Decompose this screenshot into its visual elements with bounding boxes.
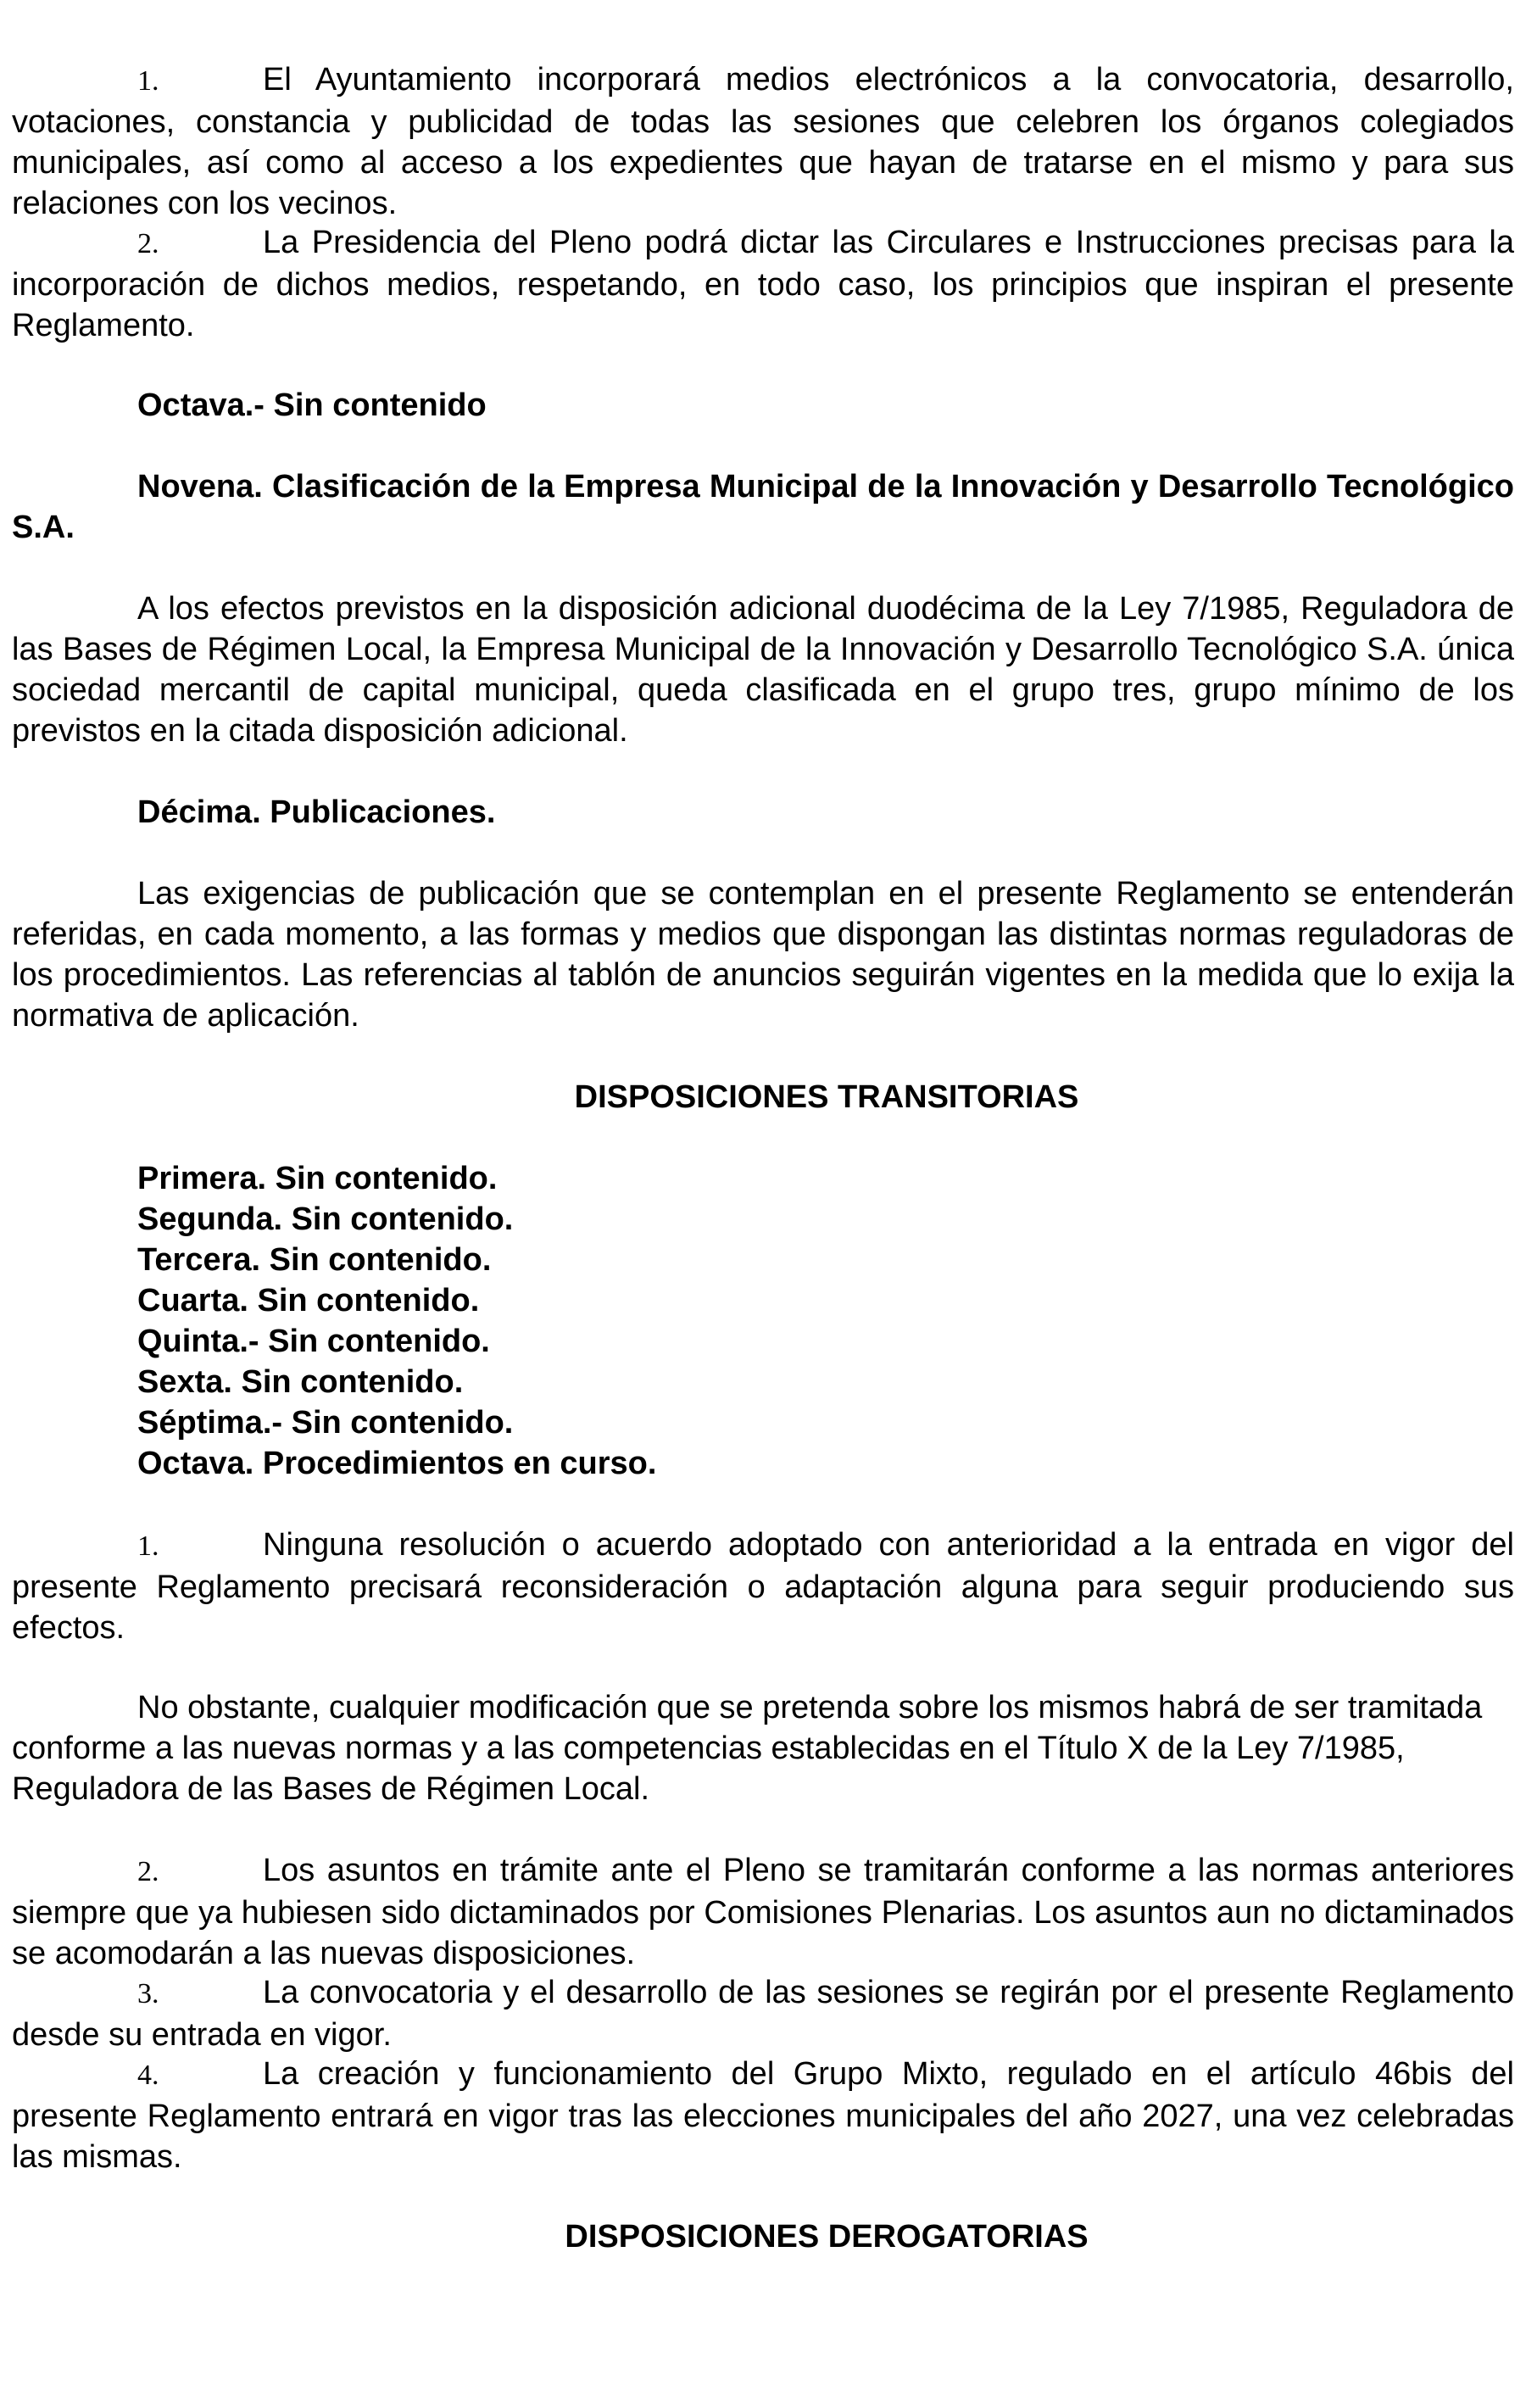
adicional-item-1: [12, 59, 1514, 224]
item-text: Ninguna resolución o acuerdo adoptado con anterioridad a la entrada en vigor del presente Reglamento precisará reconsideración o adaptación alguna para seguir produciendo sus efectos.: [12, 1527, 1514, 1646]
item-number: 2.: [137, 1856, 159, 1887]
item-text: Los asuntos en trámite ante el Pleno se tramitarán conforme a las normas anteriores siempre que ya hubiesen sido dictaminados por Comisiones Plenarias. Los asuntos aun no dictaminados se acomodarán a las nuevas disposiciones.: [12, 1853, 1514, 1971]
item-text: La convocatoria y el desarrollo de las sesiones se regirán por el presente Reglamento desde su entrada en vigor.: [12, 1975, 1514, 2053]
item-text: La creación y funcionamiento del Grupo Mixto, regulado en el artículo 46bis del presente Reglamento entrará en vigor tras las elecciones municipales del año 2027, una vez celebradas las mismas.: [12, 2056, 1514, 2175]
transitorias-list: [137, 1158, 1494, 1484]
item-text: El Ayuntamiento incorporará medios electrónicos a la convocatoria, desarrollo, votaciones, constancia y publicidad de todas las sesiones que celebren los órganos colegiados municipales, así como al acceso a los expedientes que hayan de tratarse en el mismo y para sus relaciones con los vecinos.: [12, 62, 1514, 221]
item-number: 1.: [137, 1530, 159, 1562]
novena-heading: Novena. Clasificación de la Empresa Municipal de la Innovación y Desarrollo Tecnológico S.A.: [12, 469, 1514, 545]
list-item: Sexta. Sin contenido.: [137, 1364, 464, 1400]
decima-heading: Décima. Publicaciones.: [137, 794, 496, 830]
transitoria-item-1: [12, 1525, 1514, 1648]
item-number: 2.: [137, 228, 159, 259]
list-item: Primera. Sin contenido.: [137, 1161, 498, 1196]
transitorias-title: DISPOSICIONES TRANSITORIAS: [574, 1079, 1079, 1115]
item-number: 3.: [137, 1978, 159, 2009]
no-obstante-paragraph: No obstante, cualquier modificación que se pretenda sobre los mismos habrá de ser tramitada conforme a las nuevas normas y a las competencias establecidas en el Título X de la Ley 7/1985, Reguladora de las Bases de Régimen Local.: [12, 1690, 1483, 1807]
decima-paragraph: Las exigencias de publicación que se contemplan en el presente Reglamento se entenderán referidas, en cada momento, a las formas y medios que dispongan las distintas normas reguladoras de los procedimientos. Las referencias al tablón de anuncios seguirán vigentes en la medida que lo exija la normativa de aplicación.: [12, 876, 1514, 1034]
transitoria-item-4: [12, 2054, 1514, 2177]
list-item: Cuarta. Sin contenido.: [137, 1283, 480, 1318]
list-item: Segunda. Sin contenido.: [137, 1201, 514, 1237]
octava-heading: Octava.- Sin contenido: [137, 387, 487, 423]
novena-paragraph: A los efectos previstos en la disposición adicional duodécima de la Ley 7/1985, Reguladora de las Bases de Régimen Local, la Empresa Municipal de la Innovación y Desarrollo Tecnológico S.A. única sociedad mercantil de capital municipal, queda clasificada en el grupo tres, grupo mínimo de los previstos en la citada disposición adicional.: [12, 591, 1514, 749]
list-item: Tercera. Sin contenido.: [137, 1242, 492, 1278]
adicional-item-2: [12, 222, 1514, 346]
item-text: La Presidencia del Pleno podrá dictar las Circulares e Instrucciones precisas para la incorporación de dichos medios, respetando, en todo caso, los principios que inspiran el presente Reglamento.: [12, 225, 1514, 343]
list-item: Séptima.- Sin contenido.: [137, 1405, 514, 1441]
transitoria-item-3: [12, 1972, 1514, 2055]
derogatorias-title: DISPOSICIONES DEROGATORIAS: [565, 2219, 1089, 2255]
item-number: 4.: [137, 2060, 159, 2091]
transitoria-item-2: [12, 1850, 1514, 1974]
list-item: Quinta.- Sin contenido.: [137, 1324, 490, 1359]
list-item: Octava. Procedimientos en curso.: [137, 1446, 657, 1481]
item-number: 1.: [137, 65, 159, 97]
